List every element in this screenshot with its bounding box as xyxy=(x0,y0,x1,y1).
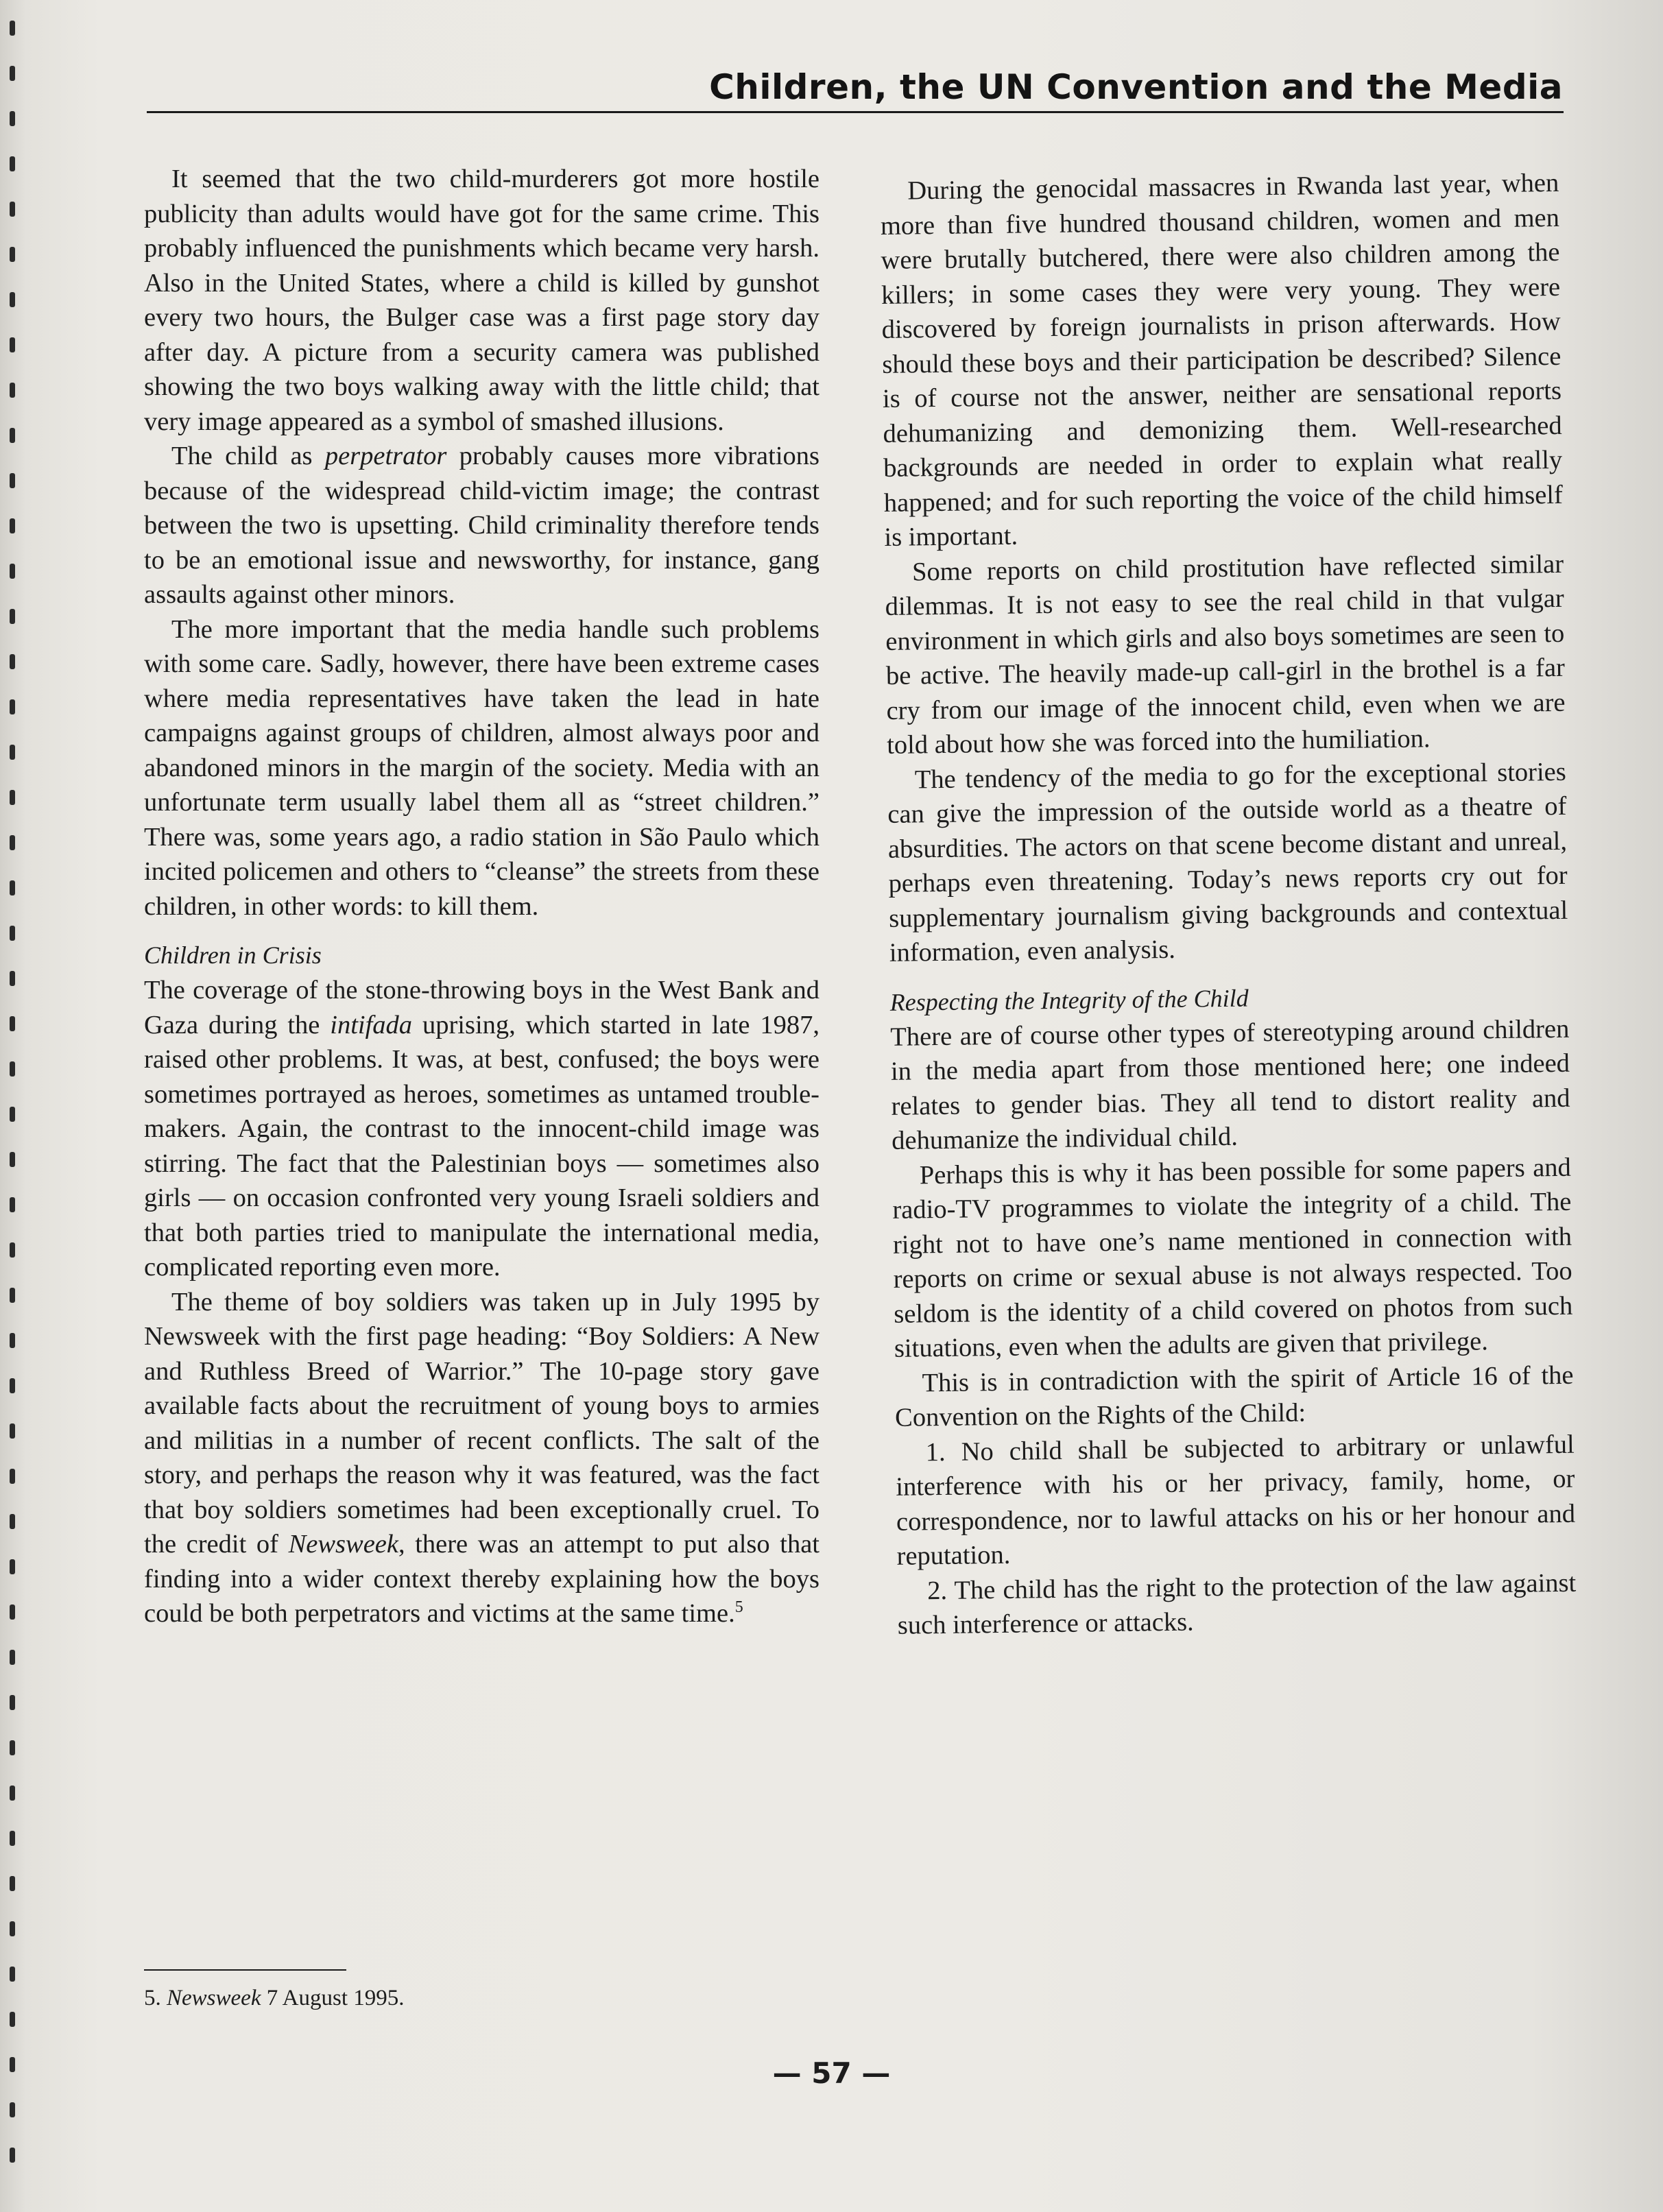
binding-mark xyxy=(10,1921,15,1936)
binding-mark xyxy=(10,292,15,307)
paragraph: Some reports on child prostitution have reflected similar dilemmas. It is not easy to see the real child in that vulgar environment in which girls and also boys sometimes are seen to be active. The heavily made-up call-girl in the brothel is a far cry from our image of the innocent child, even when we are told about how she was forced into the humiliation. xyxy=(885,549,1566,760)
right-column xyxy=(880,166,1577,1643)
binding-mark xyxy=(10,111,15,126)
binding-mark xyxy=(10,1378,15,1393)
binding-mark xyxy=(10,21,15,36)
binding-mark xyxy=(10,609,15,624)
binding-mark xyxy=(10,1967,15,1982)
binding-mark xyxy=(10,2012,15,2027)
binding-mark xyxy=(10,2148,15,2163)
binding-mark xyxy=(10,745,15,760)
footnote: 5. Newsweek 7 August 1995. xyxy=(144,1986,405,2010)
binding-mark xyxy=(10,1786,15,1801)
paragraph: The theme of boy soldiers was taken up in July 1995 by Newsweek with the first page heading: “Boy Soldiers: A New and Ruthless Breed of Warrior.” The 10-page story gave available facts about the recruitment of young boys to armies and militias in a number of recent conflicts. The salt of the story, and perhaps the reason why it was featured, was the fact that boy soldiers sometimes had been exceptionally cruel. To the credit of Newsweek, there was an attempt to put also that finding into a wider context thereby explaining how the boys could be both perpetrators and victims at the same time.$^5$ xyxy=(144,1287,820,1628)
binding-mark xyxy=(10,699,15,714)
article-item: 1. No child shall be subjected to arbitrary or unlawful interference with his or her privacy, family, home, or correspondence, nor to lawful attacks on his or her honour and reputation. xyxy=(896,1430,1576,1571)
article-item: 2. The child has the right to the protection of the law against such interference or attacks. xyxy=(897,1568,1577,1640)
binding-mark xyxy=(10,1016,15,1031)
paragraph: This is in contradiction with the spirit of Article 16 of the Convention on the Rights of the Child: xyxy=(894,1360,1574,1432)
binding-mark xyxy=(10,383,15,398)
binding-mark xyxy=(10,156,15,171)
binding-mark xyxy=(10,1107,15,1122)
binding-mark xyxy=(10,880,15,895)
binding-mark xyxy=(10,1333,15,1348)
binding-mark xyxy=(10,1740,15,1755)
binding-mark xyxy=(10,654,15,669)
binding-mark xyxy=(10,1288,15,1303)
binding-mark xyxy=(10,1514,15,1529)
binding-mark xyxy=(10,1423,15,1439)
binding-mark xyxy=(10,926,15,941)
left-column xyxy=(144,162,819,1631)
binding-mark xyxy=(10,1152,15,1167)
footnote-rule xyxy=(144,1969,346,1971)
paragraph: The child as perpetrator probably causes more vibrations because of the widespread child-victim image; the contrast between the two is upsetting. Child criminality therefore tends to be an emotional issue and newsworthy, for instance, gang assaults against other minors. xyxy=(144,442,819,609)
binding-mark xyxy=(10,1197,15,1212)
section-heading: Children in Crisis xyxy=(144,941,322,969)
paragraph: Perhaps this is why it has been possible for some papers and radio-TV programmes to violate the integrity of a child. The right not to have one’s name mentioned in connection with reports on crime or sexual abuse is not always respected. Too seldom is the identity of a child covered on photos from such situations, even when the adults are given that privilege. xyxy=(892,1153,1573,1363)
running-head: Children, the UN Convention and the Media xyxy=(709,67,1563,107)
binding-mark xyxy=(10,1604,15,1620)
paragraph: The more important that the media handle such problems with some care. Sadly, however, there have been extreme cases where media representatives have taken the lead in hate campaigns against groups of children, almost always poor and abandoned minors in the margin of the society. Media with an unfortunate term usually label them all as “street children.” There was, some years ago, a radio station in São Paulo which incited policemen and others to “cleanse” the streets from these children, in other words: to kill them. xyxy=(144,614,819,921)
binding-mark xyxy=(10,1061,15,1077)
binding-mark xyxy=(10,2102,15,2117)
paragraph: The tendency of the media to go for the exceptional stories can give the impression of the outside world as a theatre of absurdities. The actors on that scene become distant and unreal, perhaps even threatening. Today’s news reports cry out for supplementary journalism giving backgrounds and contextual information, even analysis. xyxy=(887,757,1568,967)
paragraph: It seemed that the two child-murderers got more hostile publicity than adults would have got for the same crime. This probably influenced the punishments which became very harsh. Also in the United States, where a child is killed by gunshot every two hours, the Bulger case was a first page story day after day. A picture from a security camera was published showing the two boys walking away with the little child; that very image appeared as a symbol of smashed illusions. xyxy=(144,165,819,436)
footnote-marker: 5 xyxy=(734,1598,743,1617)
binding-mark xyxy=(10,1559,15,1574)
header-rule xyxy=(147,111,1564,113)
binding-mark xyxy=(10,1876,15,1891)
binding-mark xyxy=(10,337,15,352)
binding-mark xyxy=(10,1650,15,1665)
binding-mark xyxy=(10,1695,15,1710)
binding-edge xyxy=(0,0,27,2212)
binding-mark xyxy=(10,1242,15,1258)
binding-mark xyxy=(10,564,15,579)
paragraph: During the genocidal massacres in Rwanda last year, when more than five hundred thousand children, women and men were brutally butchered, there were also children among the killers; in some cases they were very young. They were discovered by foreign journalists in prison afterwards. How should these boys and their participation be described? Silence is of course not the answer, neither are sensational reports dehumanizing and demonizing them. Well-researched backgrounds are needed in order to explain what really happened; and for such reporting the voice of the child himself is important. xyxy=(880,168,1564,552)
binding-mark xyxy=(10,790,15,805)
binding-mark xyxy=(10,428,15,443)
paragraph: The coverage of the stone-throwing boys in the West Bank and Gaza during the intifada uprising, which started in late 1987, raised other problems. It was, at best, confused; the boys were sometimes portrayed as heroes, sometimes as untamed trouble-makers. Again, the contrast to the innocent-child image was stirring. The fact that the Palestinian boys — sometimes also girls — on occasion confronted very young Israeli soldiers and that both parties tried to manipulate the international media, complicated reporting even more. xyxy=(144,976,819,1282)
binding-mark xyxy=(10,518,15,533)
binding-mark xyxy=(10,1469,15,1484)
binding-mark xyxy=(10,835,15,850)
binding-mark xyxy=(10,971,15,986)
binding-mark xyxy=(10,66,15,81)
section-heading: Respecting the Integrity of the Child xyxy=(889,984,1249,1016)
binding-mark xyxy=(10,473,15,488)
binding-mark xyxy=(10,1831,15,1846)
binding-mark xyxy=(10,202,15,217)
page-number: — 57 — xyxy=(772,2056,891,2090)
paragraph: There are of course other types of stereotyping around children in the media apart from those mentioned here; one indeed relates to gender bias. They all tend to distort reality and dehumanize the individual child. xyxy=(890,1014,1570,1155)
binding-mark xyxy=(10,247,15,262)
